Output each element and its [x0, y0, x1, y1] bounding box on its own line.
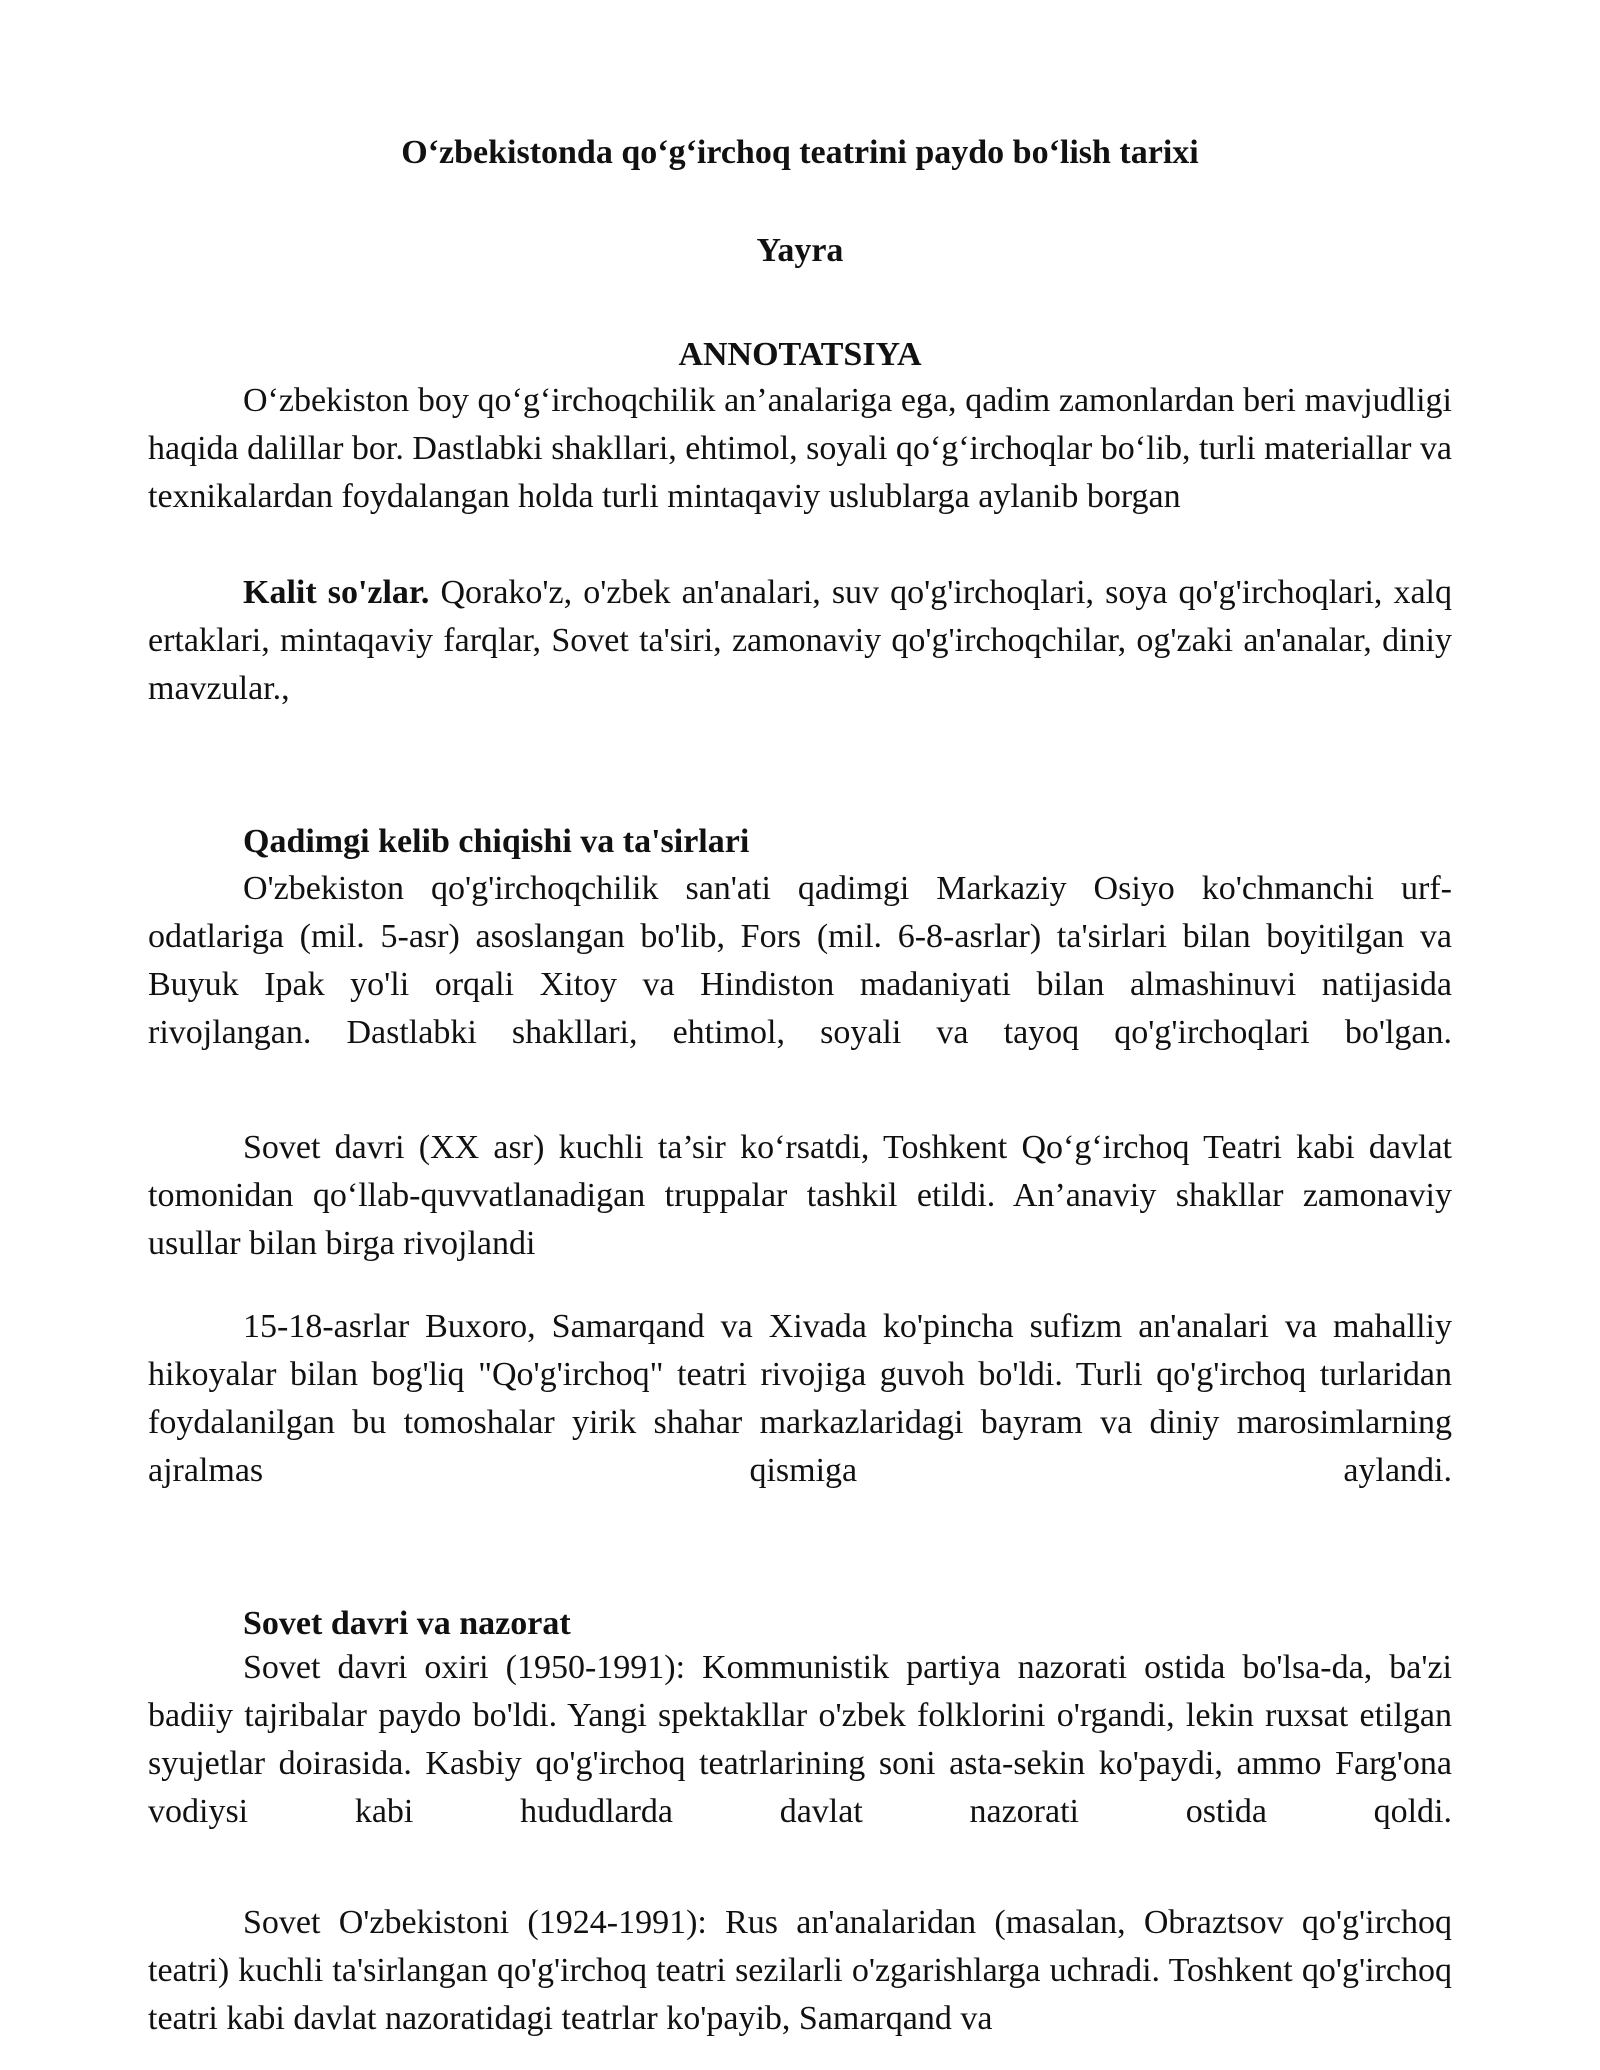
- section1-paragraph-2: Sovet davri (XX asr) kuchli ta’sir ko‘rsatdi, Toshkent Qo‘g‘irchoq Teatri kabi davlat tomonidan qo‘llab-quvvatlanadigan truppalar tashkil etildi. An’anaviy shakllar zamonaviy usullar bilan birga rivojlandi: [148, 1129, 1452, 1262]
- section-heading-ancient-origins: Qadimgi kelib chiqishi va ta'sirlari: [243, 823, 750, 860]
- document-page: [148, 0, 1452, 2070]
- keywords-label: Kalit so'zlar.: [243, 574, 430, 611]
- document-title: O‘zbekistonda qo‘g‘irchoq teatrini paydo bo‘lish tarixi: [401, 134, 1199, 171]
- keywords-paragraph: [148, 569, 1452, 713]
- section1-paragraph-1: O'zbekiston qo'g'irchoqchilik san'ati qadimgi Markaziy Osiyo ko'chmanchi urf-odatlariga (mil. 5-asr) asoslangan bo'lib, Fors (mil. 6-8-asrlar) ta'sirlari bilan boyitilgan va Buyuk Ipak yo'li orqali Xitoy va Hindiston madaniyati bilan almashinuvi natijasida rivojlangan. Dastlabki shakllari, ehtimol, soyali va tayoq qo'g'irchoqlari bo'lgan.: [148, 870, 1452, 1051]
- section2-paragraph-2: Sovet O'zbekistoni (1924-1991): Rus an'analaridan (masalan, Obraztsov qo'g'irchoq teatri) kuchli ta'sirlangan qo'g'irchoq teatri sezilarli o'zgarishlarga uchradi. Toshkent qo'g'irchoq teatri kabi davlat nazoratidagi teatrlar ko'payib, Samarqand va: [148, 1904, 1452, 2037]
- annotation-heading: ANNOTATSIYA: [678, 336, 922, 373]
- author-name: Yayra: [756, 232, 844, 269]
- section-heading-soviet-control: Sovet davri va nazorat: [243, 1605, 571, 1642]
- annotation-paragraph: O‘zbekiston boy qo‘g‘irchoqchilik an’analariga ega, qadim zamonlardan beri mavjudligi haqida dalillar bor. Dastlabki shakllari, ehtimol, soyali qo‘g‘irchoqlar bo‘lib, turli materiallar va texnikalardan foydalangan holda turli mintaqaviy uslublarga aylanib borgan: [148, 382, 1452, 515]
- section1-paragraph-3: 15-18-asrlar Buxoro, Samarqand va Xivada ko'pincha sufizm an'analari va mahalliy hikoyalar bilan bog'liq "Qo'g'irchoq" teatri rivojiga guvoh bo'ldi. Turli qo'g'irchoq turlaridan foydalanilgan bu tomoshalar yirik shahar markazlaridagi bayram va diniy marosimlarning ajralmas qismiga aylandi.: [148, 1308, 1452, 1489]
- keywords-text: Qorako'z, o'zbek an'analari, suv qo'g'irchoqlari, soya qo'g'irchoqlari, xalq ertaklari, mintaqaviy farqlar, Sovet ta'siri, zamonaviy qo'g'irchoqchilar, og'zaki an'analar, diniy mavzular.,: [148, 574, 1452, 707]
- section2-paragraph-1: Sovet davri oxiri (1950-1991): Kommunistik partiya nazorati ostida bo'lsa-da, ba'zi badiiy tajribalar paydo bo'ldi. Yangi spektakllar o'zbek folklorini o'rgandi, lekin ruxsat etilgan syujetlar doirasida. Kasbiy qo'g'irchoq teatrlarining soni asta-sekin ko'paydi, ammo Farg'ona vodiysi kabi hududlarda davlat nazorati ostida qoldi.: [148, 1649, 1452, 1830]
